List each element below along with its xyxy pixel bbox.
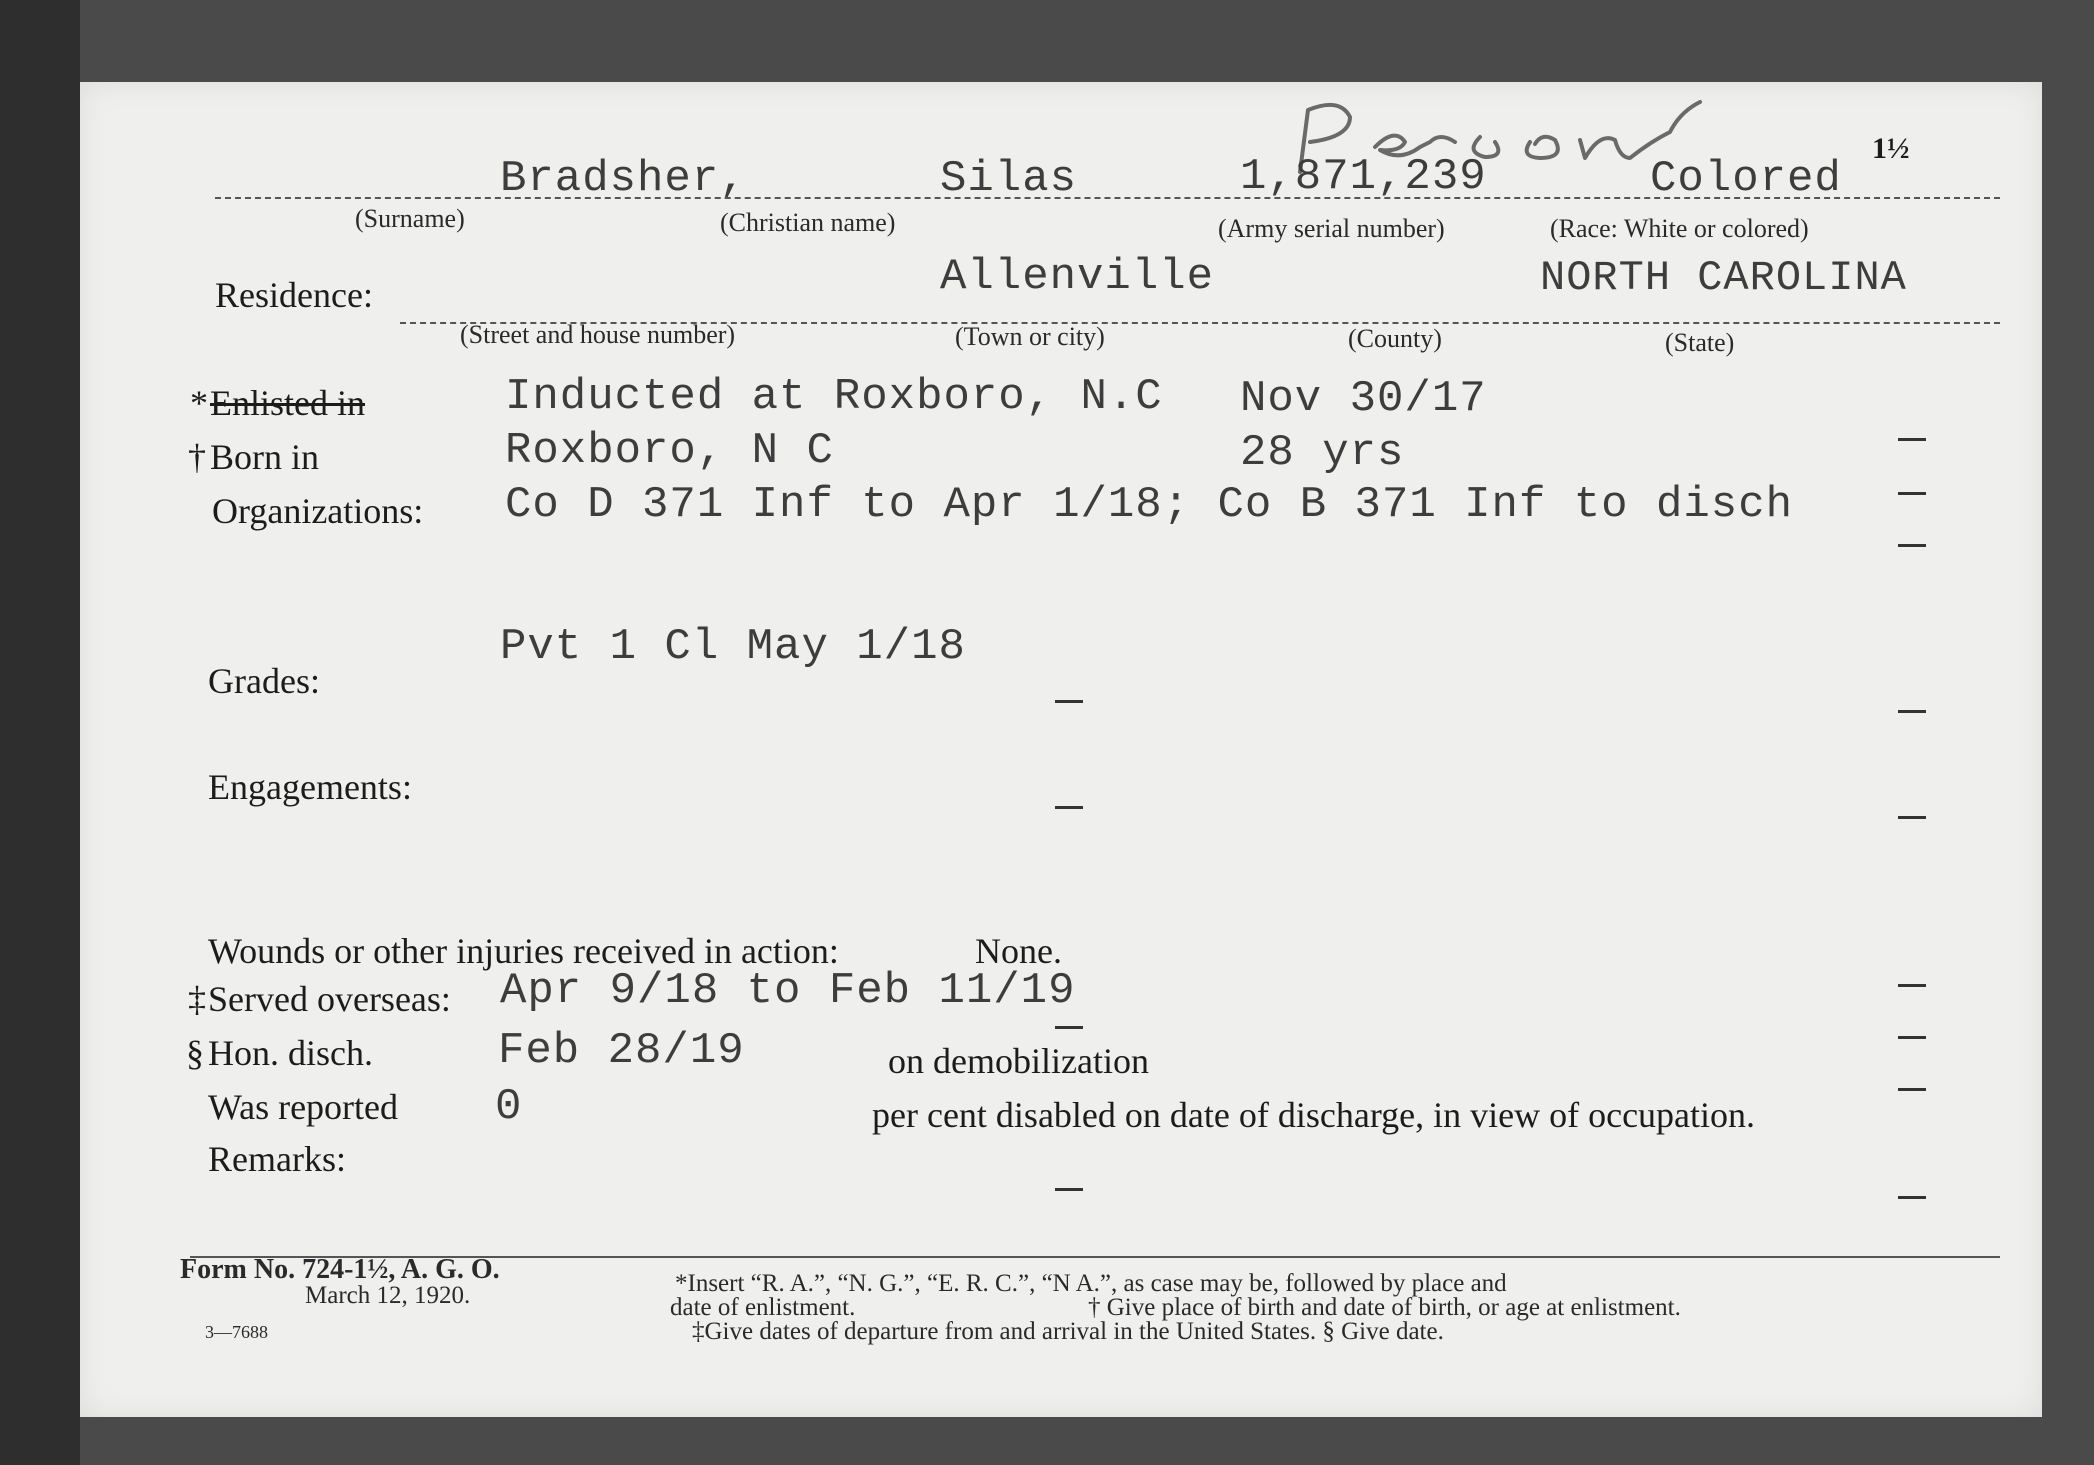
remarks-label: Remarks: xyxy=(208,1139,346,1179)
footnote-line-1: *Insert “R. A.”, “N. G.”, “E. R. C.”, “N A.”, as case may be, followed by place and xyxy=(675,1270,1507,1297)
born-value: Roxboro, N C xyxy=(505,426,834,476)
wounds-label: Wounds or other injuries received in action: xyxy=(208,931,839,971)
footnote-line-3: ‡Give dates of departure from and arrival in the United States. § Give date. xyxy=(692,1318,1444,1345)
grades-value: Pvt 1 Cl May 1/18 xyxy=(500,622,966,672)
disch-value: Feb 28/19 xyxy=(498,1026,745,1076)
enlisted-value: Inducted at Roxboro, N.C xyxy=(505,372,1163,422)
margin-dash xyxy=(1898,710,1926,713)
center-dash xyxy=(1055,806,1083,809)
enlisted-prefix: * xyxy=(190,383,208,423)
center-dash xyxy=(1055,700,1083,703)
residence-label: Residence: xyxy=(215,275,373,315)
overseas-value: Apr 9/18 to Feb 11/19 xyxy=(500,966,1076,1016)
wounds-value: None. xyxy=(975,931,1062,971)
margin-dash xyxy=(1898,1036,1926,1039)
enlisted-label: Enlisted in xyxy=(210,383,365,423)
overseas-prefix: ‡ xyxy=(188,979,206,1019)
surname-value: Bradsher, xyxy=(500,154,747,204)
reported-value: 0 xyxy=(495,1082,523,1132)
form-date: March 12, 1920. xyxy=(305,1282,471,1309)
grades-label: Grades: xyxy=(208,661,320,701)
enlisted-date: Nov 30/17 xyxy=(1240,374,1487,424)
name-rule xyxy=(215,197,2000,199)
scanner-background-left xyxy=(0,0,80,1465)
serial-number-label: (Army serial number) xyxy=(1218,214,1445,243)
organizations-label: Organizations: xyxy=(212,491,424,531)
town-label: (Town or city) xyxy=(955,322,1105,351)
center-dash xyxy=(1055,1188,1083,1191)
street-label: (Street and house number) xyxy=(460,320,736,349)
residence-town-value: Allenville xyxy=(940,252,1215,302)
surname-label: (Surname) xyxy=(355,204,465,233)
born-age: 28 yrs xyxy=(1240,428,1405,478)
margin-dash xyxy=(1898,544,1926,547)
center-dash xyxy=(1055,1026,1083,1029)
overseas-label: Served overseas: xyxy=(208,979,451,1019)
born-label: Born in xyxy=(210,437,320,477)
margin-dash xyxy=(1898,816,1926,819)
christian-name-value: Silas xyxy=(940,154,1078,204)
born-prefix: † xyxy=(188,437,206,477)
margin-dash xyxy=(1898,492,1926,495)
form-number: Form No. 724-1½, A. G. O. xyxy=(180,1254,500,1285)
residence-state-value: NORTH CAROLINA xyxy=(1540,254,1907,302)
service-record-card xyxy=(80,82,2042,1417)
form-fraction: 1½ xyxy=(1872,132,1910,165)
form-code: 3—7688 xyxy=(205,1322,268,1342)
christian-name-label: (Christian name) xyxy=(720,208,896,237)
disch-label: Hon. disch. xyxy=(208,1033,373,1073)
serial-number-value: 1,871,239 xyxy=(1240,152,1487,202)
margin-dash xyxy=(1898,984,1926,987)
margin-dash xyxy=(1898,1088,1926,1091)
footnote-line-2b: † Give place of birth and date of birth, or age at enlistment. xyxy=(1088,1294,1681,1321)
engagements-label: Engagements: xyxy=(208,767,412,807)
race-value: Colored xyxy=(1650,154,1842,204)
disch-suffix: on demobilization xyxy=(888,1041,1149,1081)
margin-dash xyxy=(1898,1196,1926,1199)
county-label: (County) xyxy=(1348,324,1442,353)
reported-label: Was reported xyxy=(208,1087,399,1127)
organizations-value: Co D 371 Inf to Apr 1/18; Co B 371 Inf to disch xyxy=(505,480,1794,530)
footnote-line-2a: date of enlistment. xyxy=(670,1294,856,1321)
disch-prefix: § xyxy=(186,1033,204,1073)
state-label: (State) xyxy=(1665,328,1735,357)
race-label: (Race: White or colored) xyxy=(1550,214,1809,243)
reported-suffix: per cent disabled on date of discharge, in view of occupation. xyxy=(872,1095,1756,1135)
margin-dash xyxy=(1898,438,1926,441)
